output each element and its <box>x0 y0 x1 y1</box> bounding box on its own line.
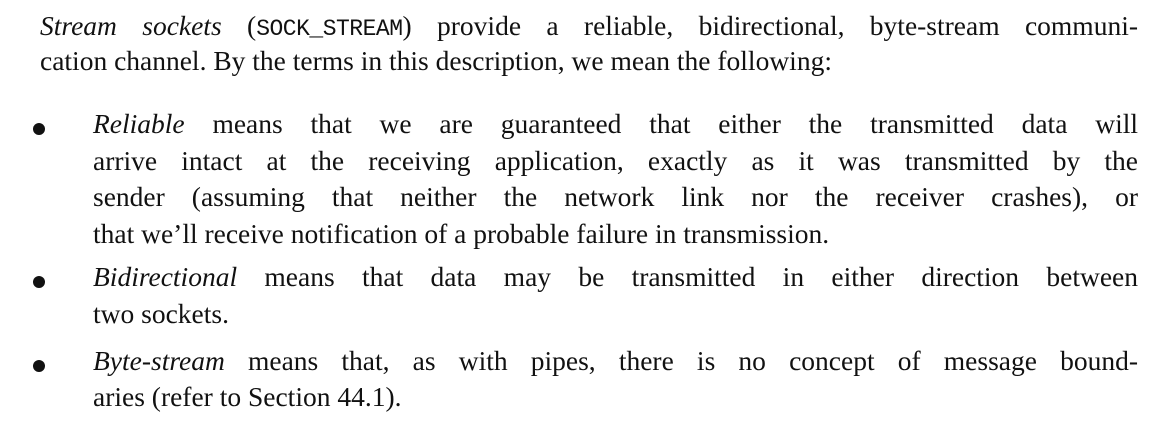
bullet-bytestream-line-2: aries (refer to Section 44.1). <box>93 381 402 412</box>
term-stream-sockets: Stream sockets <box>40 10 222 41</box>
intro-line-2: cation channel. By the terms in this description, we mean the following: <box>40 45 832 76</box>
term-bidirectional: Bidirectional <box>93 261 238 292</box>
bullet-bidirectional-line-1 <box>93 263 1138 291</box>
term-byte-stream: Byte-stream <box>93 345 225 376</box>
bullet-bidirectional-line-2: two sockets. <box>93 298 229 329</box>
bullet-dot-reliable <box>33 123 45 135</box>
bullet-dot-bytestream <box>33 360 45 372</box>
bullet-bytestream-line-1-rest: means that, as with pipes, there is no concept of message bound- <box>224 345 1138 376</box>
bullet-reliable-line-3: sender (assuming that neither the network link nor the receiver crashes), or <box>93 181 1138 212</box>
code-sock-stream: SOCK_STREAM <box>256 16 403 42</box>
bullet-bytestream-line-1 <box>93 347 1138 375</box>
bullet-reliable-line-1-rest: means that we are guaranteed that either the transmitted data will <box>184 108 1138 139</box>
bullet-dot-bidirectional <box>33 276 45 288</box>
bullet-reliable-line-2: arrive intact at the receiving application, exactly as it was transmitted by the <box>93 145 1138 176</box>
paren-open: ( <box>247 10 257 41</box>
bullet-bidirectional-line-1-rest: means that data may be transmitted in either direction between <box>237 261 1138 292</box>
bullet-reliable-line-4: that we’ll receive notification of a probable failure in transmission. <box>93 218 830 249</box>
intro-line-1-rest: ) provide a reliable, bidirectional, byte-stream communi- <box>402 10 1138 41</box>
term-reliable: Reliable <box>93 108 185 139</box>
bullet-reliable-line-1 <box>93 110 1138 138</box>
intro-line-1 <box>40 12 1138 41</box>
